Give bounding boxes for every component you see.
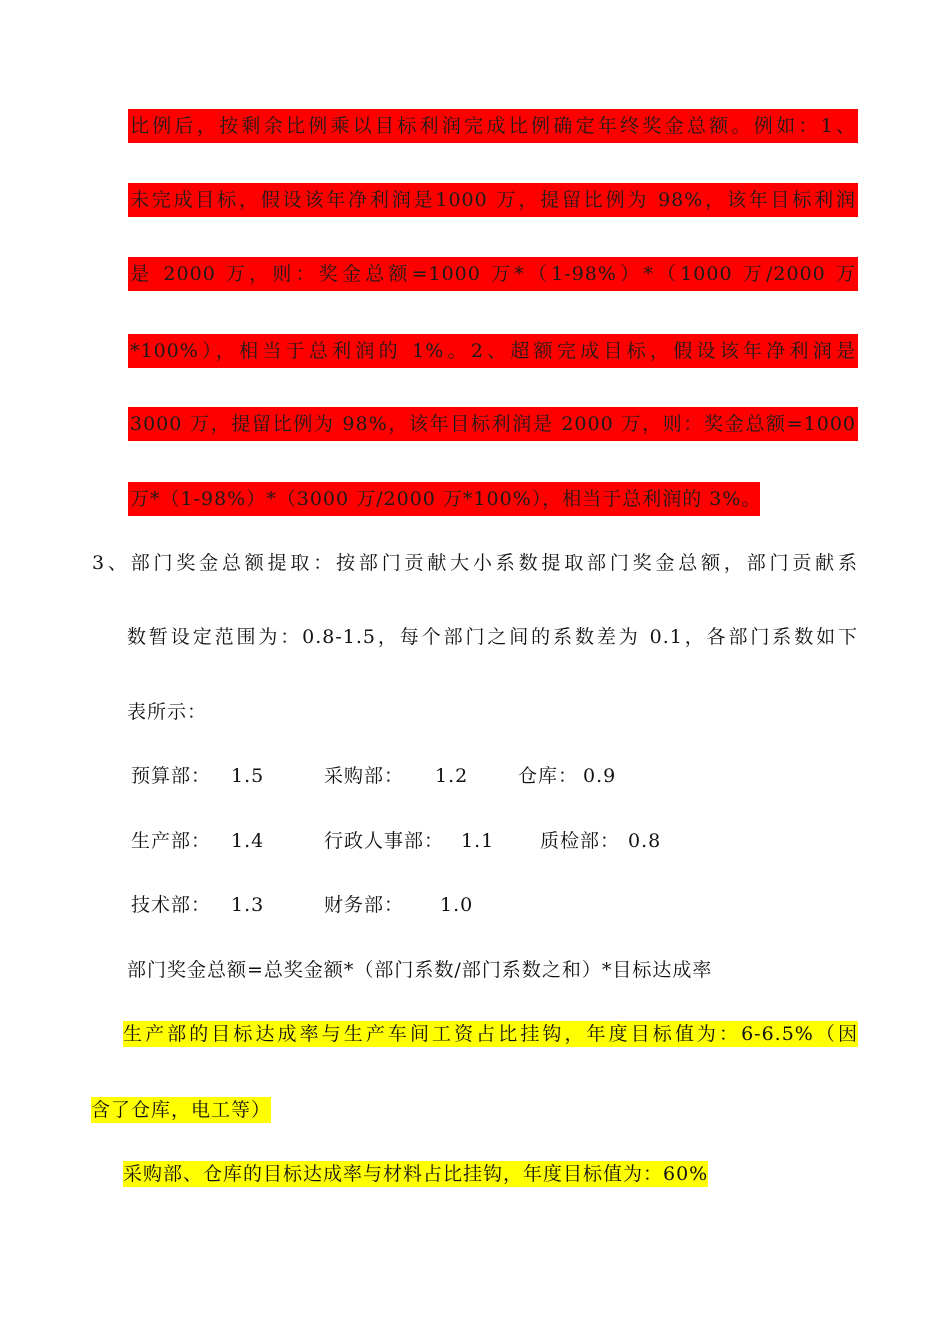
dept-name: 质检部： — [540, 830, 621, 852]
dept-name: 预算部： — [131, 765, 212, 787]
dept-value: 1.3 — [231, 894, 265, 916]
production-target-line-1 — [123, 1019, 858, 1049]
highlight-text: 生产部的目标达成率与生产车间工资占比挂钩，年度目标值为：6-6.5%（因 — [123, 1023, 858, 1045]
section3-line-2: 数暂设定范围为：0.8-1.5，每个部门之间的系数差为 0.1，各部门系数如下 — [127, 626, 858, 648]
section3-line-3: 表所示： — [127, 701, 208, 723]
highlight-text: 采购部、仓库的目标达成率与材料占比挂钩，年度目标值为：60% — [123, 1163, 709, 1185]
red-paragraph-line-1: 比例后，按剩余比例乘以目标利润完成比例确定年终奖金总额。例如：1、 — [128, 109, 858, 143]
dept-name: 仓库： — [518, 765, 579, 787]
dept-value: 0.9 — [583, 765, 617, 787]
dept-value: 1.2 — [435, 765, 469, 787]
dept-value: 1.0 — [440, 894, 474, 916]
highlight-text: 含了仓库，电工等） — [91, 1099, 272, 1121]
purchasing-target-line — [123, 1159, 708, 1189]
dept-name: 技术部： — [131, 894, 212, 916]
red-paragraph-line-4: *100%），相当于总利润的 1%。2、超额完成目标，假设该年净利润是 — [128, 334, 858, 368]
production-target-line-2 — [91, 1095, 271, 1125]
dept-name: 财务部： — [324, 894, 405, 916]
dept-name: 生产部： — [131, 830, 212, 852]
dept-name: 采购部： — [324, 765, 405, 787]
red-paragraph-line-3: 是 2000 万，则：奖金总额=1000 万*（1-98%）*（1000 万/2000 万 — [128, 257, 858, 291]
red-paragraph-line-5: 3000 万，提留比例为 98%，该年目标利润是 2000 万，则：奖金总额=1000 — [128, 407, 858, 441]
dept-value: 1.5 — [231, 765, 265, 787]
dept-value: 1.1 — [461, 830, 495, 852]
dept-name: 行政人事部： — [324, 830, 445, 852]
bonus-formula: 部门奖金总额=总奖金额*（部门系数/部门系数之和）*目标达成率 — [127, 959, 713, 981]
red-paragraph-line-6: 万*（1-98%）*（3000 万/2000 万*100%），相当于总利润的 3%。 — [128, 482, 760, 516]
dept-value: 0.8 — [628, 830, 662, 852]
red-paragraph-line-2: 未完成目标，假设该年净利润是1000 万，提留比例为 98%，该年目标利润 — [128, 183, 858, 217]
section3-line-1: 3、部门奖金总额提取：按部门贡献大小系数提取部门奖金总额，部门贡献系 — [92, 552, 858, 574]
dept-value: 1.4 — [231, 830, 265, 852]
